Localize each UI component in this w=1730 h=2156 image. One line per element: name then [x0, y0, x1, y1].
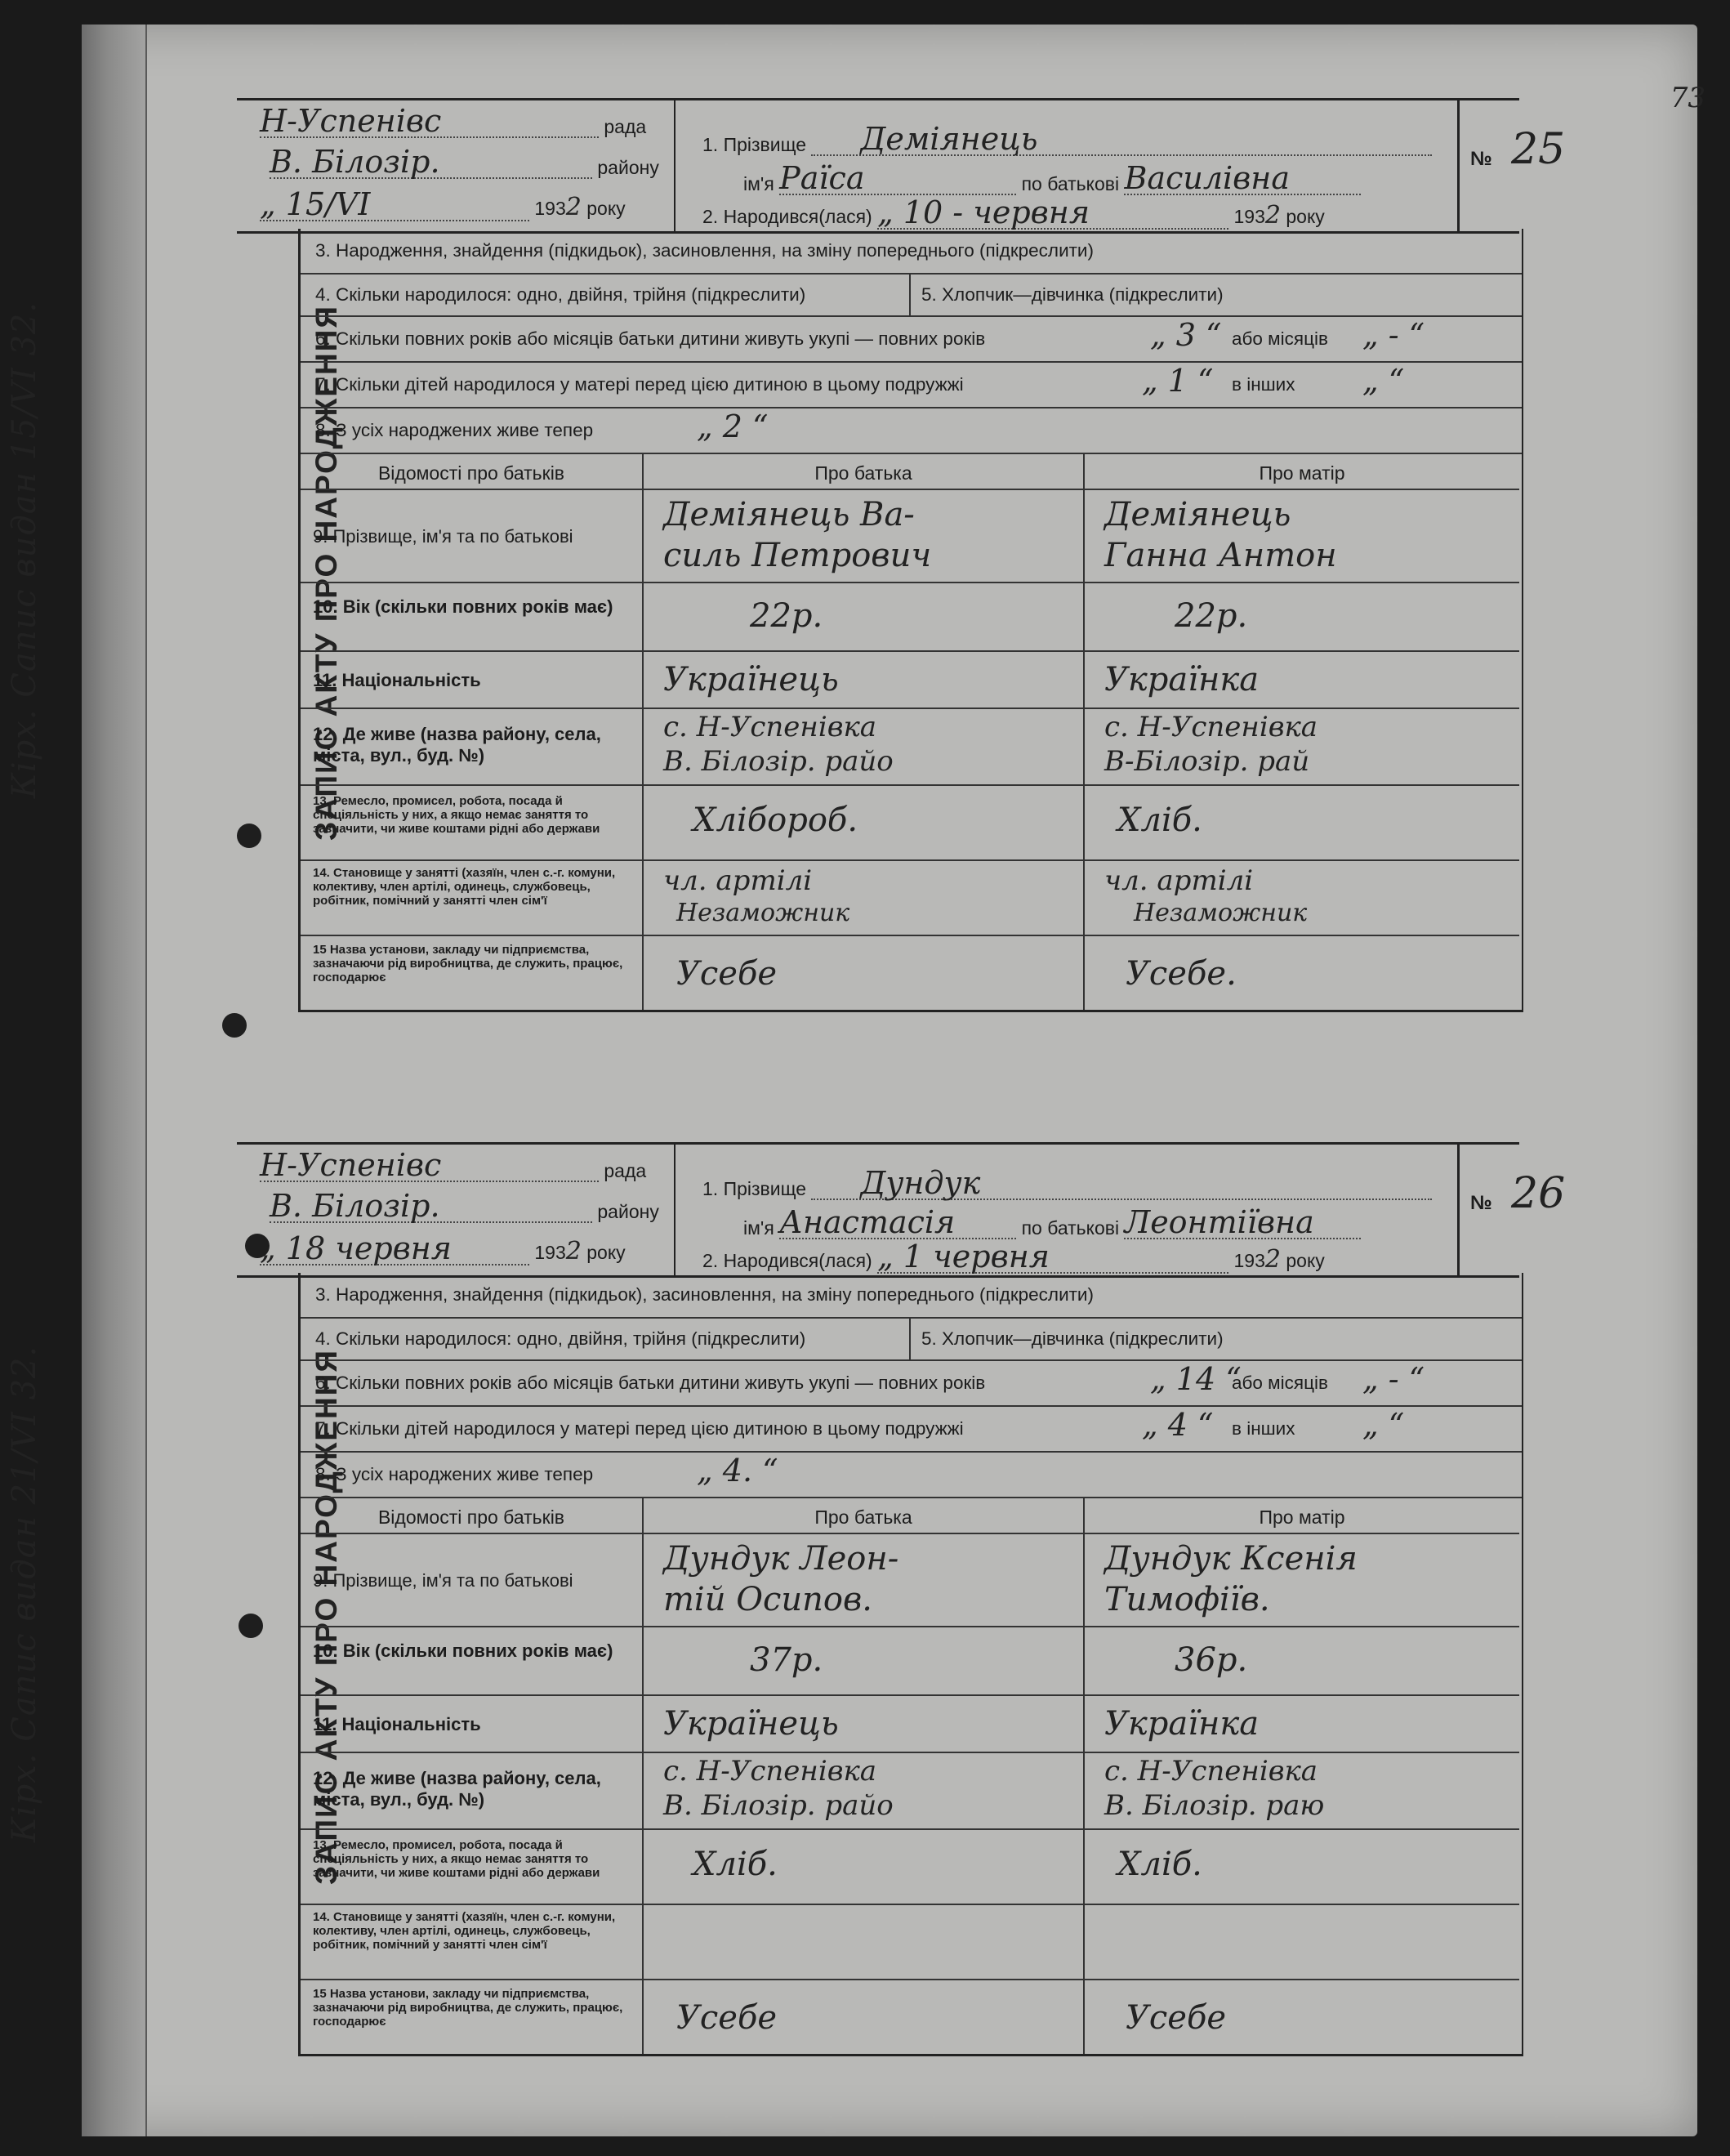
children-count-label: 4. Скільки народилося: одно, двійня, трійня (підкреслити)	[315, 1328, 806, 1349]
mother-address-line1: с. Н-Успенівка	[1104, 1755, 1318, 1788]
row-birth-type	[301, 1273, 1522, 1319]
name-label: ім'я	[743, 173, 774, 194]
months-value: „ - “	[1362, 317, 1425, 353]
mother-name-line1: Дундук Ксенія	[1104, 1540, 1358, 1578]
district-value: В. Білозір.	[270, 144, 440, 180]
mother-name-line1: Деміянець	[1104, 496, 1291, 533]
page-number: 73	[1670, 82, 1705, 114]
children-other-value: „ “	[1362, 363, 1405, 399]
child-name: Раїса	[779, 160, 865, 196]
row-children-before	[301, 1407, 1522, 1453]
born-year-suffix: 2	[1264, 1245, 1281, 1274]
child-patronymic: Василівна	[1124, 160, 1290, 196]
col-info-header: Відомості про батьків	[377, 462, 565, 484]
alive-now-value: „ 4. “	[697, 1453, 778, 1489]
father-workplace: Усебе	[676, 955, 778, 993]
row-years-together	[301, 317, 1522, 363]
vertical-title: ЗАПИС АКТУ ПРО НАРОДЖЕННЯ	[310, 1349, 343, 1886]
vertical-title: ЗАПИС АКТУ ПРО НАРОДЖЕННЯ	[310, 305, 343, 841]
record-date: „ 15/VI	[260, 186, 371, 222]
children-before-label: 7. Скільки дітей народилося у матері перед цією дитиною в цьому подружжі	[315, 374, 964, 395]
father-age: 22р.	[750, 597, 823, 635]
binding-spine	[82, 25, 147, 2136]
children-count-label: 4. Скільки народилося: одно, двійня, трійня (підкреслити)	[315, 284, 806, 305]
child-surname: Дундук	[860, 1165, 981, 1201]
father-address-line1: с. Н-Успенівка	[663, 711, 877, 743]
months-value: „ - “	[1362, 1361, 1425, 1397]
father-nationality: Українець	[663, 1705, 839, 1743]
parents-table	[301, 454, 1522, 1010]
position-label: 14. Становище у занятті (хазяїн, член с.-г. комуни, колективу, член артілі, одинець, службовець, робітник, помічний у занятті член сім'ї	[313, 866, 616, 908]
year-suffix: 2	[565, 1237, 582, 1265]
header-council-block	[237, 100, 676, 231]
surname-label: 1. Прізвище	[702, 134, 807, 155]
col-info-header: Відомості про батьків	[377, 1507, 565, 1528]
father-position-line2: Незаможник	[676, 899, 850, 927]
alive-now-label: 8. З усіх народжених живе тепер	[315, 420, 594, 440]
col-mother-header: Про матір	[1259, 462, 1345, 484]
months-label: або місяців	[1232, 1373, 1328, 1393]
council-label: рада	[604, 1160, 647, 1181]
header-council-block	[237, 1145, 676, 1275]
workplace-label: 15 Назва установи, закладу чи підприємства, зазначаючи рід виробництва, де служить, працює, господарює	[313, 1987, 623, 2029]
row-children-count	[301, 1319, 1522, 1361]
parents-table	[301, 1498, 1522, 2054]
surname-label: 1. Прізвище	[702, 1178, 807, 1199]
year-prefix: 193	[534, 198, 566, 219]
record-header	[237, 98, 1566, 234]
col-father-header: Про батька	[814, 462, 912, 484]
birth-record	[6, 1142, 1566, 2060]
mother-occupation: Хліб.	[1117, 1846, 1202, 1883]
father-address-line1: с. Н-Успенівка	[663, 1755, 877, 1788]
name-label: ім'я	[743, 1217, 774, 1239]
mother-age: 36р.	[1175, 1641, 1248, 1679]
father-name-line2: тій Осипов.	[663, 1581, 872, 1618]
row-alive-now	[301, 1453, 1522, 1498]
year-prefix: 193	[534, 1242, 566, 1263]
years-together-label: 6. Скільки повних років або місяців батьки дитини живуть укупі — повних років	[315, 328, 986, 349]
mother-workplace: Усебе.	[1126, 955, 1237, 993]
mother-name-line2: Тимофіїв.	[1104, 1581, 1270, 1618]
row-alive-now	[301, 408, 1522, 454]
col-father-header: Про батька	[814, 1507, 912, 1528]
alive-now-label: 8. З усіх народжених живе тепер	[315, 1464, 594, 1484]
row-birth-type	[301, 229, 1522, 275]
row-children-before	[301, 363, 1522, 408]
born-label: 2. Народився(лася)	[702, 206, 872, 227]
year-suffix: 2	[565, 193, 582, 221]
address-label: 12. Де живе (назва району, села, міста, вул., буд. №)	[313, 724, 601, 766]
born-year-label: року	[1286, 206, 1325, 227]
years-together-value: „ 3 “	[1150, 317, 1222, 353]
children-before-value: „ 1 “	[1142, 363, 1214, 399]
occupation-label: 13. Ремесло, промисел, робота, посада й спеціяльність у них, а якщо немає заняття то зазначити, чи живе коштами рідні або держави	[313, 1838, 600, 1880]
father-occupation: Хліб.	[693, 1846, 778, 1883]
father-name-line1: Деміянець Ва-	[663, 496, 915, 533]
row-children-count	[301, 275, 1522, 317]
year-label: року	[586, 198, 626, 219]
father-address-line2: В. Білозір. райо	[663, 745, 894, 778]
father-name-line2: силь Петрович	[663, 537, 932, 574]
patronymic-label: по батькові	[1021, 1217, 1120, 1239]
father-age: 37р.	[750, 1641, 823, 1679]
record-header	[237, 1142, 1566, 1278]
mother-workplace: Усебе	[1126, 1999, 1227, 2037]
father-workplace: Усебе	[676, 1999, 778, 2037]
father-name-line1: Дундук Леон-	[663, 1540, 899, 1578]
mother-age: 22р.	[1175, 597, 1248, 635]
children-other-label: в інших	[1232, 374, 1295, 395]
children-before-value: „ 4 “	[1142, 1407, 1214, 1443]
number-label: №	[1470, 1192, 1492, 1214]
birth-record	[6, 98, 1566, 1025]
col-mother-header: Про матір	[1259, 1507, 1345, 1528]
council-value: Н-Успенівс	[260, 103, 442, 139]
alive-now-value: „ 2 “	[697, 408, 769, 444]
patronymic-label: по батькові	[1021, 173, 1120, 194]
number-label: №	[1470, 148, 1492, 170]
mother-address-line2: В-Білозір. рай	[1104, 745, 1310, 778]
side-note: Кірх. Сапис видан 21/VI 32.	[6, 1345, 43, 1843]
full-name-label: 9. Прізвище, ім'я та по батькові	[313, 526, 573, 547]
years-together-label: 6. Скільки повних років або місяців батьки дитини живуть укупі — повних років	[315, 1373, 986, 1393]
occupation-label: 13. Ремесло, промисел, робота, посада й спеціяльність у них, а якщо немає заняття то зазначити, чи живе коштами рідні або держави	[313, 794, 600, 836]
gender-label: 5. Хлопчик—дівчинка (підкреслити)	[921, 284, 1224, 305]
record-body	[298, 229, 1523, 1012]
born-label: 2. Народився(лася)	[702, 1250, 872, 1271]
children-other-label: в інших	[1232, 1418, 1295, 1439]
years-together-value: „ 14 “	[1150, 1361, 1242, 1397]
age-label: 10. Вік (скільки повних років має)	[313, 596, 613, 617]
mother-position-line2: Незаможник	[1134, 899, 1308, 927]
mother-occupation: Хліб.	[1117, 801, 1202, 839]
child-patronymic: Леонтіївна	[1124, 1204, 1314, 1240]
mother-nationality: Українка	[1104, 1705, 1260, 1743]
full-name-label: 9. Прізвище, ім'я та по батькові	[313, 1570, 573, 1591]
children-other-value: „ “	[1362, 1407, 1405, 1443]
workplace-label: 15 Назва установи, закладу чи підприємства, зазначаючи рід виробництва, де служить, працює, господарює	[313, 943, 623, 984]
mother-nationality: Українка	[1104, 661, 1260, 699]
nationality-label: 11. Національність	[313, 1714, 481, 1734]
child-name: Анастасія	[779, 1204, 956, 1240]
birth-type-label: 3. Народження, знайдення (підкидьок), засиновлення, на зміну попереднього (підкреслити)	[315, 240, 1094, 261]
district-value: В. Білозір.	[270, 1188, 440, 1224]
born-date: „ 10 - червня	[877, 194, 1090, 230]
record-number: 26	[1511, 1169, 1566, 1218]
council-label: рада	[604, 116, 647, 137]
district-label: району	[597, 1201, 659, 1222]
born-year-prefix: 193	[1233, 206, 1265, 227]
address-label: 12. Де живе (назва району, села, міста, вул., буд. №)	[313, 1768, 601, 1810]
mother-name-line2: Ганна Антон	[1104, 537, 1337, 574]
record-date: „ 18 червня	[260, 1230, 452, 1266]
born-year-prefix: 193	[1233, 1250, 1265, 1271]
record-body	[298, 1273, 1523, 2056]
age-label: 10. Вік (скільки повних років має)	[313, 1640, 613, 1661]
row-years-together	[301, 1361, 1522, 1407]
council-value: Н-Успенівс	[260, 1147, 442, 1183]
born-date: „ 1 червня	[877, 1239, 1050, 1274]
birth-type-label: 3. Народження, знайдення (підкидьок), засиновлення, на зміну попереднього (підкреслити)	[315, 1284, 1094, 1305]
district-label: району	[597, 157, 659, 178]
father-address-line2: В. Білозір. райо	[663, 1789, 894, 1822]
born-year-suffix: 2	[1264, 201, 1281, 230]
year-label: року	[586, 1242, 626, 1263]
gender-label: 5. Хлопчик—дівчинка (підкреслити)	[921, 1328, 1224, 1349]
father-position-line1: чл. артілі	[663, 864, 813, 897]
record-number: 25	[1511, 125, 1566, 174]
born-year-label: року	[1286, 1250, 1325, 1271]
mother-address-line1: с. Н-Успенівка	[1104, 711, 1318, 743]
father-nationality: Українець	[663, 661, 839, 699]
months-label: або місяців	[1232, 328, 1328, 349]
side-note: Кірх. Сапис видан 15/VI 32.	[6, 301, 43, 799]
nationality-label: 11. Національність	[313, 670, 481, 690]
position-label: 14. Становище у занятті (хазяїн, член с.-г. комуни, колективу, член артілі, одинець, службовець, робітник, помічний у занятті член сім'ї	[313, 1910, 616, 1952]
children-before-label: 7. Скільки дітей народилося у матері перед цією дитиною в цьому подружжі	[315, 1418, 964, 1439]
child-surname: Деміянець	[860, 121, 1038, 157]
mother-position-line1: чл. артілі	[1104, 864, 1254, 897]
mother-address-line2: В. Білозір. раю	[1104, 1789, 1325, 1822]
father-occupation: Хлібороб.	[693, 801, 858, 839]
